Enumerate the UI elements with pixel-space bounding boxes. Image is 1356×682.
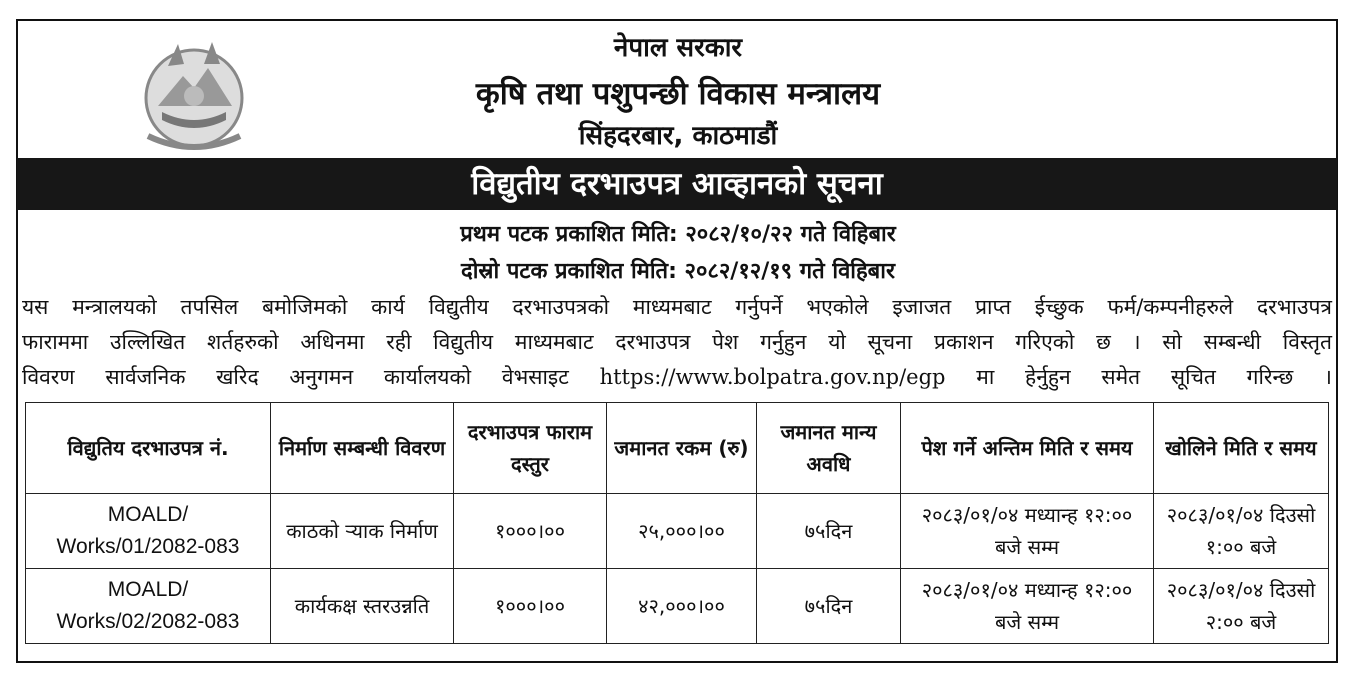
notice-line-3: [22, 360, 1332, 395]
opening-date-cell: २०८३/०१/०४ दिउसो १:०० बजे: [1154, 494, 1329, 569]
notice-line-3-post: मा हेर्नुहुन समेत सूचित गरिन्छ ।: [976, 365, 1332, 389]
form-fee-cell: १०००।००: [454, 494, 607, 569]
location-title: सिंहदरबार, काठमाडौं: [578, 121, 778, 151]
notice-line-1: यस मन्त्रालयको तपसिल बमोजिमको कार्य विद्युतीय दरभाउपत्रको माध्यमबाट गर्नुपर्ने भएकोले इजाजत प्राप्त ईच्छुक फर्म/कम्पनीहरुले दरभाउपत्र: [22, 295, 1332, 319]
bid-number-cell: MOALD/ Works/01/2082-083: [26, 494, 271, 569]
first-publication-date: प्रथम पटक प्रकाशित मिति: २०८२/१०/२२ गते विहिबार: [460, 222, 896, 247]
header-opening-date: खोलिने मिति र समय: [1154, 403, 1329, 494]
description-cell: कार्यकक्ष स्तरउन्नति: [271, 569, 454, 644]
description-cell: काठको र्‍याक निर्माण: [271, 494, 454, 569]
bid-table: [25, 402, 1329, 644]
opening-date-cell: २०८३/०१/०४ दिउसो २:०० बजे: [1154, 569, 1329, 644]
notice-line-3-pre: विवरण सार्वजनिक खरिद अनुगमन कार्यालयको वेभसाइट: [22, 365, 569, 389]
header-form-fee: दरभाउपत्र फाराम दस्तुर: [454, 403, 607, 494]
form-fee-cell: १०००।००: [454, 569, 607, 644]
notice-paragraph: [22, 290, 1332, 395]
submission-deadline-cell: २०८३/०१/०४ मध्यान्ह १२:०० बजे सम्म: [901, 569, 1154, 644]
security-amount-cell: ४२,०००।००: [607, 569, 757, 644]
government-title: नेपाल सरकार: [613, 33, 743, 63]
submission-deadline-cell: २०८३/०१/०४ मध्यान्ह १२:०० बजे सम्म: [901, 494, 1154, 569]
header-security-validity: जमानत मान्य अवधि: [757, 403, 901, 494]
header-submission-deadline: पेश गर्ने अन्तिम मिति र समय: [901, 403, 1154, 494]
table-header-row: [26, 403, 1329, 494]
security-validity-cell: ७५दिन: [757, 494, 901, 569]
security-amount-cell: २५,०००।००: [607, 494, 757, 569]
egp-website-link[interactable]: https://www.bolpatra.gov.np/egp: [599, 365, 946, 389]
second-publication-date: दोस्रो पटक प्रकाशित मिति: २०८२/१२/१९ गते विहिबार: [461, 259, 895, 284]
notice-line-2: फाराममा उल्लिखित शर्तहरुको अधिनमा रही विद्युतीय माध्यमबाट दरभाउपत्र पेश गर्नुहुन यो सूचना प्रकाशन गरिएको छ । सो सम्बन्धी विस्तृत: [22, 330, 1332, 354]
table-row: [26, 494, 1329, 569]
header-bid-number: विद्युतिय दरभाउपत्र नं.: [26, 403, 271, 494]
bid-number-cell: MOALD/ Works/02/2082-083: [26, 569, 271, 644]
table-row: [26, 569, 1329, 644]
security-validity-cell: ७५दिन: [757, 569, 901, 644]
header-description: निर्माण सम्बन्धी विवरण: [271, 403, 454, 494]
notice-banner: विद्युतीय दरभाउपत्र आव्हानको सूचना: [17, 158, 1337, 210]
ministry-title: कृषि तथा पशुपन्छी विकास मन्त्रालय: [475, 76, 881, 112]
header-security-amount: जमानत रकम (रु): [607, 403, 757, 494]
